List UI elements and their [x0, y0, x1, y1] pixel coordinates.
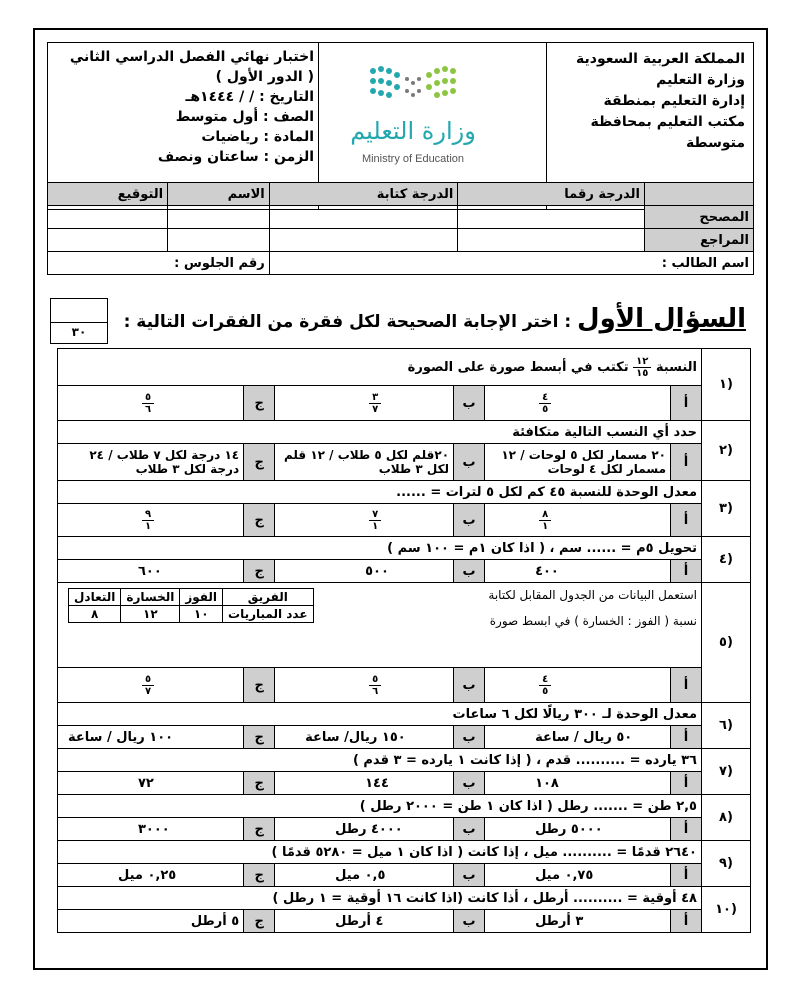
exam-date: التاريخ : / / ١٤٤٤هـ: [185, 89, 314, 105]
option-c[interactable]: ٥ أرطل: [58, 910, 244, 933]
answer-row: [58, 726, 751, 749]
frac-denominator: ١: [372, 520, 379, 532]
school-text: متوسطة: [685, 135, 745, 151]
grade-text-head: الدرجة كتابة: [269, 183, 458, 206]
option-c-label: ج: [244, 386, 275, 421]
option-c-label: ج: [244, 910, 275, 933]
reviewer-signature[interactable]: [48, 229, 168, 252]
frac-denominator: ١: [145, 520, 152, 532]
logo-english-text: Ministry of Education: [361, 153, 465, 165]
corrector-grade-number[interactable]: [458, 206, 645, 229]
table-head: الفريق: [223, 589, 314, 606]
question-row: [58, 887, 751, 910]
frac-denominator: ٥: [542, 403, 549, 415]
question-row: [58, 795, 751, 818]
seat-number-cell[interactable]: [48, 252, 270, 275]
option-b[interactable]: ٤ أرطل: [275, 910, 454, 933]
option-c-label: ج: [244, 726, 275, 749]
frac-denominator: ٦: [145, 403, 152, 415]
exam-duration: الزمن : ساعتان ونصف: [157, 149, 314, 165]
frac-denominator: ٧: [372, 403, 379, 415]
frac-numerator: ٧: [369, 509, 381, 521]
option-a-label: أ: [671, 668, 702, 703]
name-head: الاسم: [168, 183, 270, 206]
option-b[interactable]: ١٥٠ ريال/ ساعة: [275, 726, 454, 749]
corrector-name[interactable]: [168, 206, 270, 229]
stem-fraction: [633, 356, 651, 379]
ministry-text: وزارة التعليم: [656, 72, 745, 88]
table-head: الفوز: [180, 589, 223, 606]
option-c-label: ج: [244, 560, 275, 583]
option-b-label: ب: [454, 560, 485, 583]
question1-heading: [124, 304, 746, 334]
option-c-label: ج: [244, 818, 275, 841]
option-a-label: أ: [671, 386, 702, 421]
reviewer-grade-number[interactable]: [458, 229, 645, 252]
option-a[interactable]: ٢٠ مسمار لكل ٥ لوحات / ١٢ مسمار لكل ٤ لوحات: [485, 444, 671, 481]
option-c[interactable]: ٧٢: [58, 772, 244, 795]
table-head: التعادل: [69, 589, 121, 606]
answer-row: [58, 910, 751, 933]
option-b[interactable]: [275, 386, 454, 421]
option-a-label: أ: [671, 772, 702, 795]
option-b[interactable]: [275, 504, 454, 537]
question-number: (٦: [702, 703, 751, 749]
option-a-label: أ: [671, 504, 702, 537]
question-number: (٧: [702, 749, 751, 795]
corrector-signature[interactable]: [48, 206, 168, 229]
question-row: [58, 583, 751, 668]
option-a-label: أ: [671, 560, 702, 583]
option-b-label: ب: [454, 386, 485, 421]
option-a-label: أ: [671, 864, 702, 887]
frac-numerator: ٥: [142, 674, 154, 686]
question-row: [58, 421, 751, 444]
option-a[interactable]: [485, 386, 671, 421]
question-row: [58, 481, 751, 504]
score-box: [50, 298, 108, 344]
frac-denominator: ٥: [542, 685, 549, 697]
stem-text: استعمل البيانات من الجدول المقابل لكتابة: [488, 588, 697, 602]
student-name-label: اسم الطالب :: [661, 255, 749, 271]
frac-numerator: ٤: [539, 674, 551, 686]
question-number: (٩: [702, 841, 751, 887]
table-cell: ٨: [69, 606, 121, 623]
option-a[interactable]: ٥٠٠٠ رطل: [485, 818, 671, 841]
option-c-label: ج: [244, 444, 275, 481]
option-c[interactable]: ٣٠٠٠: [58, 818, 244, 841]
header-left: [54, 47, 314, 167]
option-c-label: ج: [244, 504, 275, 537]
option-b[interactable]: [275, 668, 454, 703]
answer-row: [58, 864, 751, 887]
question-row: [58, 749, 751, 772]
option-a[interactable]: [485, 668, 671, 703]
header-right: [545, 49, 745, 154]
answer-row: [58, 444, 751, 481]
option-b-label: ب: [454, 772, 485, 795]
frac-numerator: ١٢: [633, 356, 651, 368]
option-b-label: ب: [454, 910, 485, 933]
option-b[interactable]: ٢٠قلم لكل ٥ طلاب / ١٢ قلم لكل ٣ طلاب: [275, 444, 454, 481]
frac-denominator: ٦: [372, 685, 379, 697]
grade-empty-head: [645, 183, 754, 206]
question-stem: معدل الوحدة لـ ٣٠٠ ريالًا لكل ٦ ساعات: [58, 703, 702, 726]
option-c-label: ج: [244, 772, 275, 795]
answer-row: [58, 668, 751, 703]
question-row: [58, 841, 751, 864]
question-row: [58, 349, 751, 386]
option-c[interactable]: [58, 386, 244, 421]
option-b[interactable]: ٠,٥ ميل: [275, 864, 454, 887]
student-name-cell[interactable]: [269, 252, 753, 275]
reviewer-label: المراجع: [645, 229, 754, 252]
question-number: (٤: [702, 537, 751, 583]
reviewer-name[interactable]: [168, 229, 270, 252]
table-head: الخسارة: [121, 589, 180, 606]
score-value: ٣٠: [71, 325, 87, 339]
question1-title: السؤال الأول: [577, 304, 746, 334]
frac-numerator: ٥: [369, 674, 381, 686]
grade-table: [47, 182, 754, 275]
table-cell: ١٢: [121, 606, 180, 623]
exam-title: اختبار نهائي الفصل الدراسي الثاني: [69, 49, 314, 65]
question-number: (١: [702, 349, 751, 421]
question-number: (٢: [702, 421, 751, 481]
data-table: [68, 588, 314, 623]
table-cell: ١٠: [180, 606, 223, 623]
question-number: (٥: [702, 583, 751, 703]
reviewer-grade-text[interactable]: [269, 229, 458, 252]
option-b-label: ب: [454, 444, 485, 481]
frac-numerator: ٤: [539, 392, 551, 404]
option-a-label: أ: [671, 910, 702, 933]
seat-number-label: رقم الجلوس :: [174, 255, 265, 271]
frac-denominator: ١: [542, 520, 549, 532]
option-c[interactable]: ١٤ درجة لكل ٧ طلاب / ٢٤ درجة لكل ٣ طلاب: [58, 444, 244, 481]
option-b-label: ب: [454, 668, 485, 703]
option-b[interactable]: ١٤٤: [275, 772, 454, 795]
option-a[interactable]: ٥٠ ريال / ساعة: [485, 726, 671, 749]
question1-instruction: : اختر الإجابة الصحيحة لكل فقرة من الفقرات التالية :: [123, 312, 572, 332]
question-row: [58, 537, 751, 560]
question-stem: ٤٨ أوقية = .......... أرطل ، أذا كانت (اذا كانت ١٦ أوقية = ١ رطل ): [58, 887, 702, 910]
option-b-label: ب: [454, 818, 485, 841]
option-a-label: أ: [671, 726, 702, 749]
question-stem: ٢,٥ طن = ....... رطل ( اذا كان ١ طن = ٢٠٠٠ رطل ): [58, 795, 702, 818]
logo-arabic-text: وزارة التعليم: [350, 117, 476, 145]
answer-row: [58, 818, 751, 841]
question-stem: [58, 349, 702, 386]
option-c[interactable]: ٦٠٠: [58, 560, 244, 583]
table-cell: عدد المباريات: [223, 606, 314, 623]
option-c[interactable]: ٠,٢٥ ميل: [58, 864, 244, 887]
exam-round: ( الدور الأول ): [215, 69, 314, 85]
corrector-grade-text[interactable]: [269, 206, 458, 229]
region-text: إدارة التعليم بمنطقة: [603, 93, 745, 109]
option-c-label: ج: [244, 668, 275, 703]
option-c[interactable]: [58, 668, 244, 703]
answer-row: [58, 386, 751, 421]
questions-table: [57, 348, 751, 933]
signature-head: التوقيع: [48, 183, 168, 206]
question-stem: [58, 583, 702, 668]
question-row: [58, 703, 751, 726]
option-c[interactable]: [58, 504, 244, 537]
option-a-label: أ: [671, 444, 702, 481]
question-stem: ٣٦ يارده = .......... قدم ، ( إذا كانت ١ يارده = ٣ قدم ): [58, 749, 702, 772]
answer-row: [58, 560, 751, 583]
stem-text: النسبة: [655, 359, 697, 375]
frac-numerator: ٣: [369, 392, 381, 404]
question-number: (٣: [702, 481, 751, 537]
frac-numerator: ٩: [142, 509, 154, 521]
option-a[interactable]: ٣ أرطل: [485, 910, 671, 933]
exam-page: [33, 28, 768, 970]
option-c[interactable]: ١٠٠ ريال / ساعة: [58, 726, 244, 749]
option-a[interactable]: ١٠٨: [485, 772, 671, 795]
score-divider: [51, 322, 107, 323]
frac-denominator: ١٥: [636, 367, 649, 379]
exam-subject: المادة : رياضيات: [201, 129, 314, 145]
exam-grade: الصف : أول متوسط: [175, 109, 314, 125]
option-b[interactable]: ٥٠٠: [275, 560, 454, 583]
question-stem: حدد أي النسب التالية متكافئة: [58, 421, 702, 444]
option-a[interactable]: ٠,٧٥ ميل: [485, 864, 671, 887]
question-stem: تحويل ٥م = ...... سم ، ( اذا كان ١م = ١٠٠ سم ): [58, 537, 702, 560]
option-a-label: أ: [671, 818, 702, 841]
question-number: (١٠: [702, 887, 751, 933]
kingdom-text: المملكة العربية السعودية: [576, 51, 745, 67]
stem-text: تكتب في أبسط صورة على الصورة: [407, 359, 629, 375]
stem-text: نسبة ( الفوز : الخسارة ) في ابسط صورة: [489, 614, 697, 628]
option-b-label: ب: [454, 864, 485, 887]
grade-number-head: الدرجة رقما: [458, 183, 645, 206]
corrector-label: المصحح: [645, 206, 754, 229]
frac-numerator: ٨: [539, 509, 551, 521]
option-c-label: ج: [244, 864, 275, 887]
answer-row: [58, 504, 751, 537]
option-a[interactable]: [485, 504, 671, 537]
question-stem: ٢٦٤٠ قدمًا = .......... ميل ، إذا كانت ( اذا كان ١ ميل = ٥٢٨٠ قدمًا ): [58, 841, 702, 864]
frac-numerator: ٥: [142, 392, 154, 404]
option-b[interactable]: ٤٠٠٠ رطل: [275, 818, 454, 841]
option-b-label: ب: [454, 504, 485, 537]
question-stem: معدل الوحدة للنسبة ٤٥ كم لكل ٥ لترات = ......: [58, 481, 702, 504]
answer-row: [58, 772, 751, 795]
ministry-logo: [333, 57, 493, 187]
option-b-label: ب: [454, 726, 485, 749]
option-a[interactable]: ٤٠٠: [485, 560, 671, 583]
logo-dots-icon: [333, 57, 493, 117]
frac-denominator: ٧: [145, 685, 152, 697]
office-text: مكتب التعليم بمحافظة: [590, 114, 745, 130]
question-number: (٨: [702, 795, 751, 841]
